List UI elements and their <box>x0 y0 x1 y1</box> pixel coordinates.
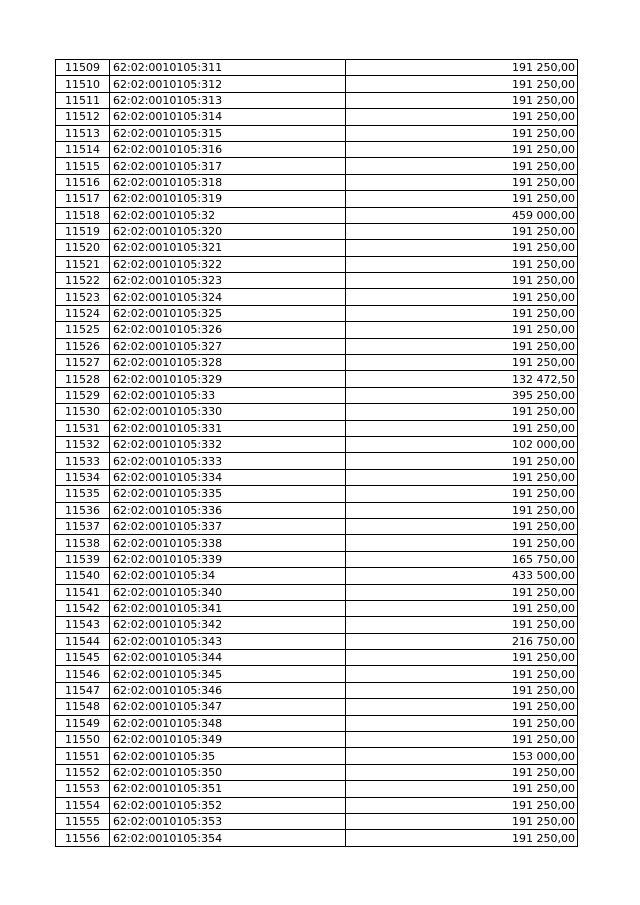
cadastral-number-cell: 62:02:0010105:342 <box>110 617 346 633</box>
cadastral-number-cell: 62:02:0010105:330 <box>110 404 346 420</box>
table-row <box>56 650 578 666</box>
cadastral-number-cell: 62:02:0010105:335 <box>110 486 346 502</box>
cadastral-number-cell: 62:02:0010105:331 <box>110 420 346 436</box>
row-number-cell: 11555 <box>56 813 110 829</box>
cadastral-number-cell: 62:02:0010105:315 <box>110 125 346 141</box>
cadastral-number-cell: 62:02:0010105:349 <box>110 732 346 748</box>
table-row <box>56 92 578 108</box>
cadastral-value-cell: 459 000,00 <box>346 207 578 223</box>
row-number-cell: 11545 <box>56 650 110 666</box>
cadastral-number-cell: 62:02:0010105:326 <box>110 322 346 338</box>
cadastral-number-cell: 62:02:0010105:332 <box>110 436 346 452</box>
table-row <box>56 141 578 157</box>
cadastral-value-cell: 191 250,00 <box>346 584 578 600</box>
table-row <box>56 240 578 256</box>
cadastral-value-table <box>55 59 578 847</box>
cadastral-number-cell: 62:02:0010105:322 <box>110 256 346 272</box>
cadastral-value-cell: 191 250,00 <box>346 60 578 76</box>
cadastral-value-cell: 165 750,00 <box>346 551 578 567</box>
row-number-cell: 11533 <box>56 453 110 469</box>
cadastral-number-cell: 62:02:0010105:350 <box>110 764 346 780</box>
row-number-cell: 11542 <box>56 600 110 616</box>
cadastral-value-cell: 191 250,00 <box>346 830 578 846</box>
cadastral-number-cell: 62:02:0010105:346 <box>110 682 346 698</box>
table-row <box>56 273 578 289</box>
table-row <box>56 158 578 174</box>
cadastral-value-cell: 191 250,00 <box>346 273 578 289</box>
row-number-cell: 11521 <box>56 256 110 272</box>
table-row <box>56 404 578 420</box>
row-number-cell: 11534 <box>56 469 110 485</box>
row-number-cell: 11531 <box>56 420 110 436</box>
row-number-cell: 11526 <box>56 338 110 354</box>
table-row <box>56 387 578 403</box>
table-body <box>56 60 578 847</box>
table-row <box>56 699 578 715</box>
cadastral-number-cell: 62:02:0010105:324 <box>110 289 346 305</box>
table-row <box>56 518 578 534</box>
row-number-cell: 11524 <box>56 305 110 321</box>
cadastral-number-cell: 62:02:0010105:333 <box>110 453 346 469</box>
table-row <box>56 174 578 190</box>
table-row <box>56 584 578 600</box>
row-number-cell: 11517 <box>56 191 110 207</box>
row-number-cell: 11536 <box>56 502 110 518</box>
cadastral-value-cell: 153 000,00 <box>346 748 578 764</box>
cadastral-value-cell: 132 472,50 <box>346 371 578 387</box>
row-number-cell: 11553 <box>56 781 110 797</box>
cadastral-value-cell: 191 250,00 <box>346 486 578 502</box>
cadastral-value-cell: 191 250,00 <box>346 617 578 633</box>
table-row <box>56 338 578 354</box>
cadastral-value-cell: 191 250,00 <box>346 141 578 157</box>
table-row <box>56 551 578 567</box>
cadastral-number-cell: 62:02:0010105:320 <box>110 223 346 239</box>
cadastral-number-cell: 62:02:0010105:329 <box>110 371 346 387</box>
cadastral-value-cell: 191 250,00 <box>346 797 578 813</box>
row-number-cell: 11550 <box>56 732 110 748</box>
row-number-cell: 11520 <box>56 240 110 256</box>
cadastral-value-cell: 191 250,00 <box>346 666 578 682</box>
cadastral-number-cell: 62:02:0010105:352 <box>110 797 346 813</box>
cadastral-number-cell: 62:02:0010105:321 <box>110 240 346 256</box>
table-row <box>56 109 578 125</box>
cadastral-number-cell: 62:02:0010105:328 <box>110 355 346 371</box>
cadastral-value-cell: 191 250,00 <box>346 223 578 239</box>
table-row <box>56 600 578 616</box>
cadastral-value-cell: 191 250,00 <box>346 420 578 436</box>
row-number-cell: 11551 <box>56 748 110 764</box>
row-number-cell: 11515 <box>56 158 110 174</box>
row-number-cell: 11556 <box>56 830 110 846</box>
table-row <box>56 682 578 698</box>
table-row <box>56 830 578 846</box>
row-number-cell: 11535 <box>56 486 110 502</box>
table-row <box>56 223 578 239</box>
cadastral-number-cell: 62:02:0010105:325 <box>110 305 346 321</box>
table-row <box>56 535 578 551</box>
table-row <box>56 256 578 272</box>
cadastral-number-cell: 62:02:0010105:327 <box>110 338 346 354</box>
row-number-cell: 11525 <box>56 322 110 338</box>
row-number-cell: 11546 <box>56 666 110 682</box>
cadastral-value-cell: 191 250,00 <box>346 92 578 108</box>
cadastral-number-cell: 62:02:0010105:34 <box>110 568 346 584</box>
row-number-cell: 11540 <box>56 568 110 584</box>
row-number-cell: 11509 <box>56 60 110 76</box>
cadastral-value-cell: 191 250,00 <box>346 338 578 354</box>
table-row <box>56 732 578 748</box>
cadastral-value-cell: 191 250,00 <box>346 469 578 485</box>
table-row <box>56 191 578 207</box>
row-number-cell: 11549 <box>56 715 110 731</box>
cadastral-number-cell: 62:02:0010105:340 <box>110 584 346 600</box>
cadastral-value-cell: 191 250,00 <box>346 289 578 305</box>
cadastral-value-cell: 191 250,00 <box>346 715 578 731</box>
table-row <box>56 502 578 518</box>
row-number-cell: 11543 <box>56 617 110 633</box>
cadastral-value-cell: 191 250,00 <box>346 125 578 141</box>
table-row <box>56 420 578 436</box>
cadastral-number-cell: 62:02:0010105:311 <box>110 60 346 76</box>
cadastral-value-cell: 191 250,00 <box>346 256 578 272</box>
cadastral-value-cell: 191 250,00 <box>346 76 578 92</box>
cadastral-number-cell: 62:02:0010105:351 <box>110 781 346 797</box>
table-row <box>56 453 578 469</box>
cadastral-number-cell: 62:02:0010105:32 <box>110 207 346 223</box>
row-number-cell: 11519 <box>56 223 110 239</box>
row-number-cell: 11514 <box>56 141 110 157</box>
table-row <box>56 633 578 649</box>
row-number-cell: 11527 <box>56 355 110 371</box>
cadastral-number-cell: 62:02:0010105:338 <box>110 535 346 551</box>
cadastral-number-cell: 62:02:0010105:347 <box>110 699 346 715</box>
cadastral-value-cell: 191 250,00 <box>346 109 578 125</box>
cadastral-value-cell: 191 250,00 <box>346 732 578 748</box>
table-row <box>56 797 578 813</box>
cadastral-value-cell: 191 250,00 <box>346 174 578 190</box>
cadastral-value-cell: 191 250,00 <box>346 813 578 829</box>
cadastral-number-cell: 62:02:0010105:317 <box>110 158 346 174</box>
cadastral-number-cell: 62:02:0010105:348 <box>110 715 346 731</box>
cadastral-value-cell: 395 250,00 <box>346 387 578 403</box>
cadastral-value-cell: 102 000,00 <box>346 436 578 452</box>
cadastral-number-cell: 62:02:0010105:341 <box>110 600 346 616</box>
cadastral-number-cell: 62:02:0010105:354 <box>110 830 346 846</box>
cadastral-value-cell: 433 500,00 <box>346 568 578 584</box>
row-number-cell: 11541 <box>56 584 110 600</box>
cadastral-number-cell: 62:02:0010105:316 <box>110 141 346 157</box>
cadastral-number-cell: 62:02:0010105:313 <box>110 92 346 108</box>
table-row <box>56 666 578 682</box>
row-number-cell: 11512 <box>56 109 110 125</box>
cadastral-number-cell: 62:02:0010105:323 <box>110 273 346 289</box>
cadastral-value-cell: 216 750,00 <box>346 633 578 649</box>
table-row <box>56 748 578 764</box>
cadastral-number-cell: 62:02:0010105:353 <box>110 813 346 829</box>
table-row <box>56 813 578 829</box>
table-row <box>56 60 578 76</box>
cadastral-value-cell: 191 250,00 <box>346 158 578 174</box>
table-row <box>56 125 578 141</box>
row-number-cell: 11554 <box>56 797 110 813</box>
row-number-cell: 11530 <box>56 404 110 420</box>
cadastral-number-cell: 62:02:0010105:314 <box>110 109 346 125</box>
row-number-cell: 11544 <box>56 633 110 649</box>
cadastral-value-cell: 191 250,00 <box>346 305 578 321</box>
cadastral-value-cell: 191 250,00 <box>346 502 578 518</box>
cadastral-value-cell: 191 250,00 <box>346 699 578 715</box>
table-row <box>56 781 578 797</box>
cadastral-number-cell: 62:02:0010105:334 <box>110 469 346 485</box>
cadastral-number-cell: 62:02:0010105:33 <box>110 387 346 403</box>
row-number-cell: 11552 <box>56 764 110 780</box>
row-number-cell: 11548 <box>56 699 110 715</box>
cadastral-number-cell: 62:02:0010105:318 <box>110 174 346 190</box>
table-row <box>56 469 578 485</box>
table-row <box>56 355 578 371</box>
cadastral-number-cell: 62:02:0010105:344 <box>110 650 346 666</box>
row-number-cell: 11538 <box>56 535 110 551</box>
row-number-cell: 11513 <box>56 125 110 141</box>
row-number-cell: 11547 <box>56 682 110 698</box>
table-row <box>56 764 578 780</box>
row-number-cell: 11532 <box>56 436 110 452</box>
cadastral-value-cell: 191 250,00 <box>346 240 578 256</box>
table-row <box>56 436 578 452</box>
table-row <box>56 715 578 731</box>
cadastral-number-cell: 62:02:0010105:35 <box>110 748 346 764</box>
table-row <box>56 322 578 338</box>
cadastral-number-cell: 62:02:0010105:319 <box>110 191 346 207</box>
cadastral-value-cell: 191 250,00 <box>346 781 578 797</box>
cadastral-value-cell: 191 250,00 <box>346 355 578 371</box>
row-number-cell: 11516 <box>56 174 110 190</box>
row-number-cell: 11523 <box>56 289 110 305</box>
table-row <box>56 207 578 223</box>
row-number-cell: 11528 <box>56 371 110 387</box>
table-row <box>56 289 578 305</box>
cadastral-value-cell: 191 250,00 <box>346 404 578 420</box>
cadastral-number-cell: 62:02:0010105:339 <box>110 551 346 567</box>
cadastral-number-cell: 62:02:0010105:343 <box>110 633 346 649</box>
table-row <box>56 568 578 584</box>
table-row <box>56 486 578 502</box>
row-number-cell: 11539 <box>56 551 110 567</box>
table-row <box>56 76 578 92</box>
row-number-cell: 11522 <box>56 273 110 289</box>
cadastral-value-cell: 191 250,00 <box>346 191 578 207</box>
cadastral-value-cell: 191 250,00 <box>346 682 578 698</box>
cadastral-number-cell: 62:02:0010105:345 <box>110 666 346 682</box>
cadastral-number-cell: 62:02:0010105:336 <box>110 502 346 518</box>
cadastral-value-cell: 191 250,00 <box>346 535 578 551</box>
cadastral-value-cell: 191 250,00 <box>346 453 578 469</box>
row-number-cell: 11518 <box>56 207 110 223</box>
row-number-cell: 11537 <box>56 518 110 534</box>
cadastral-number-cell: 62:02:0010105:312 <box>110 76 346 92</box>
cadastral-value-cell: 191 250,00 <box>346 518 578 534</box>
cadastral-value-cell: 191 250,00 <box>346 600 578 616</box>
row-number-cell: 11511 <box>56 92 110 108</box>
table-row <box>56 617 578 633</box>
cadastral-number-cell: 62:02:0010105:337 <box>110 518 346 534</box>
row-number-cell: 11510 <box>56 76 110 92</box>
row-number-cell: 11529 <box>56 387 110 403</box>
cadastral-value-cell: 191 250,00 <box>346 764 578 780</box>
cadastral-value-cell: 191 250,00 <box>346 322 578 338</box>
table-row <box>56 305 578 321</box>
table-row <box>56 371 578 387</box>
cadastral-value-cell: 191 250,00 <box>346 650 578 666</box>
